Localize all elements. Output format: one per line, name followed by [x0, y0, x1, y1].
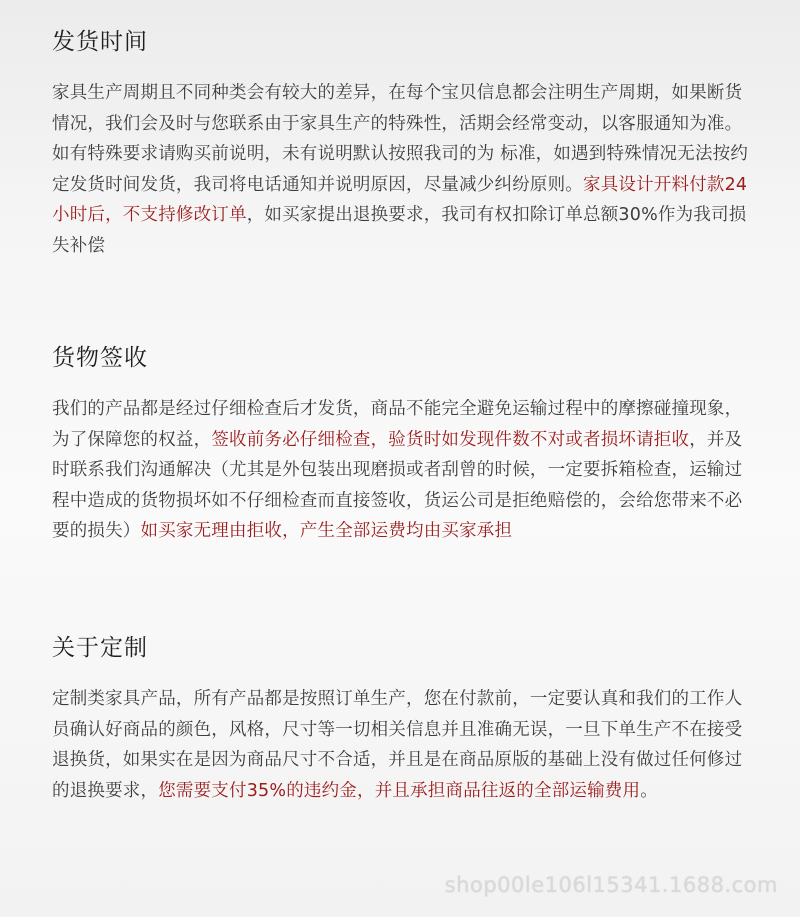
body-text: ，并及时联系我们沟通解决（尤其是外包装出现磨损或者刮曾的时候，一定要拆箱检查，运输过程中造成的货物损坏如不仔细检查而直接签收，货运公司是拒绝赔偿的，会给您带来不必要的损失）	[52, 429, 743, 542]
section-title: 关于定制	[52, 635, 148, 661]
section-title: 发货时间	[52, 29, 148, 55]
body-text: ，如买家提出退换要求，我司有权扣除订单总额30%作为我司损失补偿	[52, 205, 747, 256]
shop-watermark: shop00le106l15341.1688.com	[444, 873, 778, 897]
section-customization	[52, 632, 752, 806]
body-text: 我们的产品都是经过仔细检查后才发货，商品不能完全避免运输过程中的摩擦碰撞现象，为了保障您的权益，	[52, 399, 743, 450]
section-body	[52, 394, 752, 547]
body-text: 定制类家具产品，所有产品都是按照订单生产，您在付款前，一定要认真和我们的工作人员确认好商品的颜色，风格，尺寸等一切相关信息并且准确无误，一旦下单生产不在接受退换货，如果实在是因为商品尺寸不合适，并且是在商品原版的基础上没有做过任何修过的退换要求，	[52, 689, 743, 801]
highlighted-text: 签收前务必仔细检查，验货时如发现件数不对或者损坏请拒收	[211, 429, 690, 450]
highlighted-text: 如买家无理由拒收，产生全部运费均由买家承担	[140, 521, 513, 542]
body-text: 家具生产周期且不同种类会有较大的差异，在每个宝贝信息都会注明生产周期，如果断货情况，我们会及时与您联系由于家具生产的特殊性，活期会经常变动，以客服通知为准。如有特殊要求请购买前说明，未有说明默认按照我司的为 标准，如遇到特殊情况无法按约定发货时间发货，我司将电话通知并说明原因，尽量减少纠纷原则。	[52, 83, 749, 195]
highlighted-text: 家具设计开料付款24小时后，不支持修改订单	[52, 174, 748, 226]
section-body	[52, 684, 752, 806]
body-text: 。	[640, 780, 658, 801]
highlighted-text: 您需要支付35%的违约金，并且承担商品往返的全部运输费用	[158, 780, 641, 801]
section-shipping-time	[52, 26, 752, 262]
section-body	[52, 78, 752, 262]
section-title: 货物签收	[52, 345, 148, 371]
section-goods-receipt	[52, 342, 752, 547]
